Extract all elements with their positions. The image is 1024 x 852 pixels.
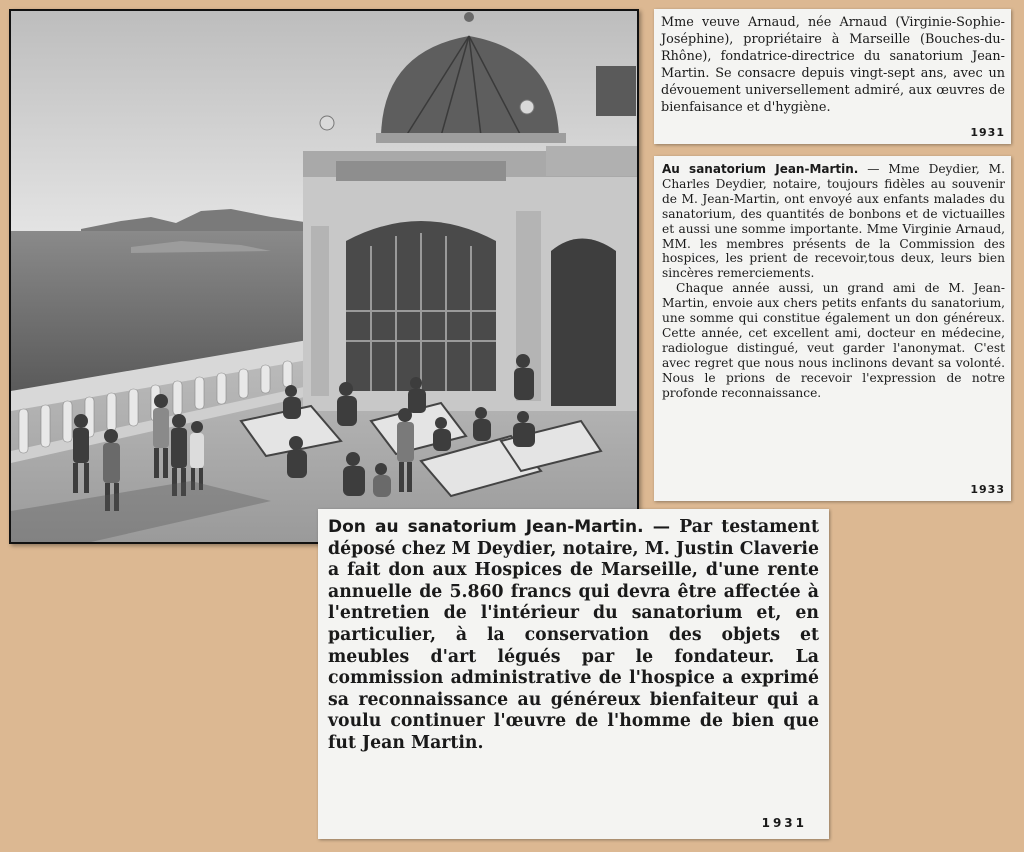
clipping-sanatorium-1933 — [654, 156, 1011, 501]
clipping-body-text: — Par testament déposé chez M Deydier, notaire, M. Justin Claverie a fait don aux Hospices de Marseille, d'une rente annuelle de 5.860 francs qui devra être affectée à l'entretien de l'intérieur du sanatorium et, en particulier, à la conservation des objets et meubles d'art légués par le fondateur. La commission administrative de l'hospice a exprimé sa reconnaissance au généreux bienfaiteur qui a voulu continuer l'œuvre de l'homme de bien que fut Jean Martin. — [328, 517, 819, 753]
clipping-heading: Don au sanatorium Jean-Martin. — [328, 517, 644, 537]
clipping-paragraph — [328, 517, 819, 755]
clipping-lead-text: — Mme Deydier, M. Charles Deydier, notaire, toujours fidèles au souvenir de M. Jean-Martin, ont envoyé aux enfants malades du sanatorium, des quantités de bonbons et de victuailles et aussi une somme importante. Mme Virginie Arnaud, MM. les membres présents de la Commission des hospices, les prient de recevoir,tous deux, leurs bien sincères remerciements. — [662, 162, 1005, 281]
clipping-paragraph — [662, 162, 1005, 281]
clipping-paragraph-2: Chaque année aussi, un grand ami de M. Jean-Martin, envoie aux chers petits enfants du sanatorium, une somme qui constitue également un don généreux. Cette année, cet excellent ami, docteur en médecine, radiologue distingué, veut garder l'anonymat. C'est avec regret que nous nous inclinons devant sa volonté. Nous le prions de recevoir l'expression de notre profonde reconnaissance. — [662, 281, 1005, 400]
sanatorium-photo — [9, 9, 639, 544]
clipping-founder-1931 — [654, 9, 1011, 144]
clipping-heading: Au sanatorium Jean-Martin. — [662, 162, 859, 176]
clipping-year: 1933 — [970, 483, 1005, 497]
clipping-founder-text: Mme veuve Arnaud, née Arnaud (Virginie-Sophie-Joséphine), propriétaire à Marseille (Bouches-du-Rhône), fondatrice-directrice du sanatorium Jean-Martin. Se consacre depuis vingt-sept ans, avec un dévouement universellement admiré, aux œuvres de bienfaisance et d'hygiène. — [661, 15, 1005, 115]
clipping-year: 1931 — [970, 126, 1005, 139]
sanatorium-terrace-photo-icon — [11, 11, 637, 542]
clipping-don-1931 — [318, 509, 829, 839]
clipping-year: 1931 — [761, 816, 807, 831]
